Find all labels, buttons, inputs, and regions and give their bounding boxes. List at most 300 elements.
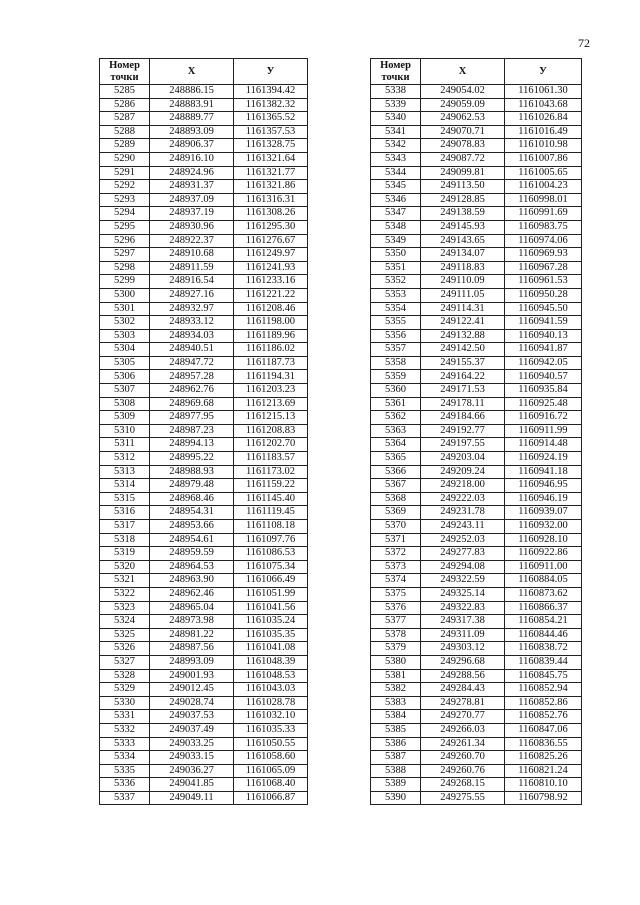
y-coordinate-cell: 1161295.30	[234, 220, 308, 234]
table-row	[371, 492, 582, 506]
y-coordinate-cell: 1161194.31	[234, 370, 308, 384]
x-coordinate-cell: 248931.37	[150, 180, 234, 194]
table-row	[371, 696, 582, 710]
y-coordinate-cell: 1161035.35	[234, 628, 308, 642]
table-row	[100, 506, 308, 520]
x-coordinate-cell: 249209.24	[421, 465, 505, 479]
x-coordinate-cell: 248937.09	[150, 193, 234, 207]
x-coordinate-cell: 249049.11	[150, 791, 234, 805]
y-coordinate-cell: 1161233.16	[234, 275, 308, 289]
table-body-left	[100, 85, 308, 805]
point-number-cell: 5363	[371, 424, 421, 438]
y-coordinate-cell: 1161365.52	[234, 112, 308, 126]
y-coordinate-cell: 1161061.30	[505, 85, 582, 99]
point-number-cell: 5308	[100, 397, 150, 411]
y-coordinate-cell: 1161382.32	[234, 98, 308, 112]
point-number-cell: 5357	[371, 343, 421, 357]
table-row	[371, 261, 582, 275]
point-number-cell: 5345	[371, 180, 421, 194]
x-coordinate-cell: 248959.59	[150, 547, 234, 561]
y-coordinate-cell: 1160939.07	[505, 506, 582, 520]
table-row	[371, 139, 582, 153]
table-row	[100, 710, 308, 724]
x-coordinate-cell: 249266.03	[421, 723, 505, 737]
point-number-cell: 5377	[371, 615, 421, 629]
x-coordinate-cell: 249114.31	[421, 302, 505, 316]
table-row	[100, 791, 308, 805]
point-number-cell: 5360	[371, 384, 421, 398]
y-coordinate-cell: 1161086.53	[234, 547, 308, 561]
point-number-cell: 5292	[100, 180, 150, 194]
x-coordinate-cell: 249218.00	[421, 479, 505, 493]
point-number-cell: 5291	[100, 166, 150, 180]
x-coordinate-cell: 249288.56	[421, 669, 505, 683]
y-coordinate-cell: 1161187.73	[234, 356, 308, 370]
table-row	[371, 356, 582, 370]
point-number-cell: 5352	[371, 275, 421, 289]
point-number-cell: 5318	[100, 533, 150, 547]
point-number-cell: 5295	[100, 220, 150, 234]
point-number-cell: 5310	[100, 424, 150, 438]
y-coordinate-cell: 1160924.19	[505, 452, 582, 466]
y-coordinate-cell: 1160922.86	[505, 547, 582, 561]
point-number-cell: 5317	[100, 520, 150, 534]
y-coordinate-cell: 1161075.34	[234, 560, 308, 574]
table-row	[371, 520, 582, 534]
header-y: У	[505, 59, 582, 85]
x-coordinate-cell: 249231.78	[421, 506, 505, 520]
table-row	[100, 615, 308, 629]
table-row	[371, 533, 582, 547]
x-coordinate-cell: 249184.66	[421, 411, 505, 425]
point-number-cell: 5384	[371, 710, 421, 724]
y-coordinate-cell: 1161048.53	[234, 669, 308, 683]
y-coordinate-cell: 1160911.00	[505, 560, 582, 574]
point-number-cell: 5375	[371, 587, 421, 601]
table-row	[100, 751, 308, 765]
point-number-cell: 5388	[371, 764, 421, 778]
y-coordinate-cell: 1161145.40	[234, 492, 308, 506]
point-number-cell: 5378	[371, 628, 421, 642]
y-coordinate-cell: 1161241.93	[234, 261, 308, 275]
table-row	[100, 261, 308, 275]
y-coordinate-cell: 1161004.23	[505, 180, 582, 194]
header-point-number-line1: Номер	[109, 59, 140, 71]
table-row	[371, 587, 582, 601]
x-coordinate-cell: 249012.45	[150, 683, 234, 697]
y-coordinate-cell: 1160932.00	[505, 520, 582, 534]
point-number-cell: 5383	[371, 696, 421, 710]
header-x: X	[421, 59, 505, 85]
table-row	[100, 411, 308, 425]
table-row	[100, 574, 308, 588]
table-row	[100, 234, 308, 248]
table-row	[100, 248, 308, 262]
table-row	[371, 152, 582, 166]
point-number-cell: 5350	[371, 248, 421, 262]
y-coordinate-cell: 1161119.45	[234, 506, 308, 520]
point-number-cell: 5385	[371, 723, 421, 737]
x-coordinate-cell: 248910.68	[150, 248, 234, 262]
point-number-cell: 5300	[100, 288, 150, 302]
x-coordinate-cell: 249028.74	[150, 696, 234, 710]
table-row	[100, 479, 308, 493]
table-row	[100, 207, 308, 221]
y-coordinate-cell: 1160991.69	[505, 207, 582, 221]
y-coordinate-cell: 1161066.87	[234, 791, 308, 805]
point-number-cell: 5367	[371, 479, 421, 493]
table-row	[371, 764, 582, 778]
point-number-cell: 5364	[371, 438, 421, 452]
y-coordinate-cell: 1160941.18	[505, 465, 582, 479]
table-body-right	[371, 85, 582, 805]
x-coordinate-cell: 249062.53	[421, 112, 505, 126]
y-coordinate-cell: 1161065.09	[234, 764, 308, 778]
table-row	[100, 166, 308, 180]
table-row	[371, 737, 582, 751]
table-row	[371, 683, 582, 697]
x-coordinate-cell: 249128.85	[421, 193, 505, 207]
x-coordinate-cell: 249118.83	[421, 261, 505, 275]
table-row	[371, 370, 582, 384]
point-number-cell: 5373	[371, 560, 421, 574]
y-coordinate-cell: 1160810.10	[505, 778, 582, 792]
y-coordinate-cell: 1161208.46	[234, 302, 308, 316]
table-row	[100, 628, 308, 642]
x-coordinate-cell: 248886.15	[150, 85, 234, 99]
table-row	[100, 533, 308, 547]
point-number-cell: 5372	[371, 547, 421, 561]
point-number-cell: 5304	[100, 343, 150, 357]
y-coordinate-cell: 1161159.22	[234, 479, 308, 493]
x-coordinate-cell: 248906.37	[150, 139, 234, 153]
point-number-cell: 5325	[100, 628, 150, 642]
table-row	[100, 98, 308, 112]
x-coordinate-cell: 249087.72	[421, 152, 505, 166]
table-row	[371, 547, 582, 561]
x-coordinate-cell: 249243.11	[421, 520, 505, 534]
point-number-cell: 5297	[100, 248, 150, 262]
y-coordinate-cell: 1160998.01	[505, 193, 582, 207]
x-coordinate-cell: 249033.25	[150, 737, 234, 751]
table-row	[100, 669, 308, 683]
y-coordinate-cell: 1161183.57	[234, 452, 308, 466]
y-coordinate-cell: 1160941.87	[505, 343, 582, 357]
table-row	[100, 125, 308, 139]
point-number-cell: 5380	[371, 655, 421, 669]
x-coordinate-cell: 248932.97	[150, 302, 234, 316]
y-coordinate-cell: 1160945.50	[505, 302, 582, 316]
y-coordinate-cell: 1161048.39	[234, 655, 308, 669]
table-row	[371, 302, 582, 316]
y-coordinate-cell: 1160974.06	[505, 234, 582, 248]
x-coordinate-cell: 249222.03	[421, 492, 505, 506]
table-row	[100, 112, 308, 126]
point-number-cell: 5330	[100, 696, 150, 710]
y-coordinate-cell: 1161028.78	[234, 696, 308, 710]
point-number-cell: 5369	[371, 506, 421, 520]
point-number-cell: 5351	[371, 261, 421, 275]
y-coordinate-cell: 1161321.86	[234, 180, 308, 194]
table-row	[100, 397, 308, 411]
x-coordinate-cell: 248973.98	[150, 615, 234, 629]
point-number-cell: 5386	[371, 737, 421, 751]
y-coordinate-cell: 1160914.48	[505, 438, 582, 452]
x-coordinate-cell: 249111.05	[421, 288, 505, 302]
header-point-number-line1: Номер	[380, 59, 411, 71]
point-number-cell: 5303	[100, 329, 150, 343]
point-number-cell: 5365	[371, 452, 421, 466]
table-row	[371, 465, 582, 479]
x-coordinate-cell: 249260.70	[421, 751, 505, 765]
y-coordinate-cell: 1161357.53	[234, 125, 308, 139]
y-coordinate-cell: 1161189.96	[234, 329, 308, 343]
table-row	[371, 275, 582, 289]
point-number-cell: 5342	[371, 139, 421, 153]
table-row	[371, 193, 582, 207]
table-row	[100, 193, 308, 207]
x-coordinate-cell: 249260.76	[421, 764, 505, 778]
x-coordinate-cell: 249036.27	[150, 764, 234, 778]
y-coordinate-cell: 1161394.42	[234, 85, 308, 99]
y-coordinate-cell: 1161032.10	[234, 710, 308, 724]
table-row	[371, 288, 582, 302]
table-row	[371, 180, 582, 194]
table-row	[371, 452, 582, 466]
table-row	[100, 642, 308, 656]
y-coordinate-cell: 1160940.13	[505, 329, 582, 343]
point-number-cell: 5296	[100, 234, 150, 248]
y-coordinate-cell: 1160838.72	[505, 642, 582, 656]
table-row	[100, 275, 308, 289]
table-row	[371, 384, 582, 398]
x-coordinate-cell: 249261.34	[421, 737, 505, 751]
x-coordinate-cell: 249270.77	[421, 710, 505, 724]
x-coordinate-cell: 249142.50	[421, 343, 505, 357]
point-number-cell: 5293	[100, 193, 150, 207]
y-coordinate-cell: 1161221.22	[234, 288, 308, 302]
y-coordinate-cell: 1160916.72	[505, 411, 582, 425]
x-coordinate-cell: 248957.28	[150, 370, 234, 384]
table-row	[371, 207, 582, 221]
x-coordinate-cell: 249171.53	[421, 384, 505, 398]
x-coordinate-cell: 249203.04	[421, 452, 505, 466]
table-row	[371, 220, 582, 234]
y-coordinate-cell: 1161043.03	[234, 683, 308, 697]
x-coordinate-cell: 249001.93	[150, 669, 234, 683]
x-coordinate-cell: 249164.22	[421, 370, 505, 384]
table-row	[100, 438, 308, 452]
x-coordinate-cell: 248981.22	[150, 628, 234, 642]
y-coordinate-cell: 1160928.10	[505, 533, 582, 547]
y-coordinate-cell: 1161035.24	[234, 615, 308, 629]
table-row	[100, 696, 308, 710]
point-number-cell: 5323	[100, 601, 150, 615]
x-coordinate-cell: 248916.10	[150, 152, 234, 166]
x-coordinate-cell: 249122.41	[421, 316, 505, 330]
table-row	[100, 778, 308, 792]
x-coordinate-cell: 248889.77	[150, 112, 234, 126]
table-row	[100, 384, 308, 398]
point-number-cell: 5320	[100, 560, 150, 574]
point-number-cell: 5307	[100, 384, 150, 398]
y-coordinate-cell: 1161173.02	[234, 465, 308, 479]
x-coordinate-cell: 248953.66	[150, 520, 234, 534]
y-coordinate-cell: 1160821.24	[505, 764, 582, 778]
x-coordinate-cell: 249155.37	[421, 356, 505, 370]
y-coordinate-cell: 1160969.93	[505, 248, 582, 262]
point-number-cell: 5349	[371, 234, 421, 248]
point-number-cell: 5382	[371, 683, 421, 697]
point-number-cell: 5309	[100, 411, 150, 425]
table-row	[371, 655, 582, 669]
y-coordinate-cell: 1160798.92	[505, 791, 582, 805]
y-coordinate-cell: 1160911.99	[505, 424, 582, 438]
point-number-cell: 5302	[100, 316, 150, 330]
point-number-cell: 5328	[100, 669, 150, 683]
x-coordinate-cell: 249110.09	[421, 275, 505, 289]
table-row	[100, 302, 308, 316]
y-coordinate-cell: 1160946.95	[505, 479, 582, 493]
table-row	[100, 452, 308, 466]
point-number-cell: 5344	[371, 166, 421, 180]
point-number-cell: 5327	[100, 655, 150, 669]
x-coordinate-cell: 249303.12	[421, 642, 505, 656]
point-number-cell: 5374	[371, 574, 421, 588]
y-coordinate-cell: 1160866.37	[505, 601, 582, 615]
table-header-row	[371, 59, 582, 85]
x-coordinate-cell: 249059.09	[421, 98, 505, 112]
table-row	[100, 683, 308, 697]
x-coordinate-cell: 248965.04	[150, 601, 234, 615]
table-row	[371, 506, 582, 520]
point-number-cell: 5356	[371, 329, 421, 343]
table-row	[100, 85, 308, 99]
y-coordinate-cell: 1160845.75	[505, 669, 582, 683]
x-coordinate-cell: 248963.90	[150, 574, 234, 588]
y-coordinate-cell: 1160847.06	[505, 723, 582, 737]
table-row	[100, 547, 308, 561]
y-coordinate-cell: 1160925.48	[505, 397, 582, 411]
y-coordinate-cell: 1161041.08	[234, 642, 308, 656]
table-row	[100, 424, 308, 438]
y-coordinate-cell: 1161213.69	[234, 397, 308, 411]
x-coordinate-cell: 249132.88	[421, 329, 505, 343]
point-number-cell: 5371	[371, 533, 421, 547]
point-number-cell: 5306	[100, 370, 150, 384]
x-coordinate-cell: 248987.56	[150, 642, 234, 656]
point-number-cell: 5338	[371, 85, 421, 99]
table-row	[100, 139, 308, 153]
y-coordinate-cell: 1161058.60	[234, 751, 308, 765]
table-row	[371, 85, 582, 99]
table-row	[371, 343, 582, 357]
table-row	[100, 465, 308, 479]
table-row	[371, 778, 582, 792]
table-row	[371, 248, 582, 262]
x-coordinate-cell: 248883.91	[150, 98, 234, 112]
point-number-cell: 5331	[100, 710, 150, 724]
point-number-cell: 5314	[100, 479, 150, 493]
point-number-cell: 5321	[100, 574, 150, 588]
y-coordinate-cell: 1161215.13	[234, 411, 308, 425]
table-row	[371, 112, 582, 126]
point-number-cell: 5322	[100, 587, 150, 601]
point-number-cell: 5311	[100, 438, 150, 452]
coordinates-table-right	[370, 58, 582, 805]
x-coordinate-cell: 249037.49	[150, 723, 234, 737]
table-row	[371, 316, 582, 330]
table-row	[371, 438, 582, 452]
table-row	[371, 166, 582, 180]
table-row	[100, 737, 308, 751]
point-number-cell: 5288	[100, 125, 150, 139]
y-coordinate-cell: 1161043.68	[505, 98, 582, 112]
y-coordinate-cell: 1160839.44	[505, 655, 582, 669]
x-coordinate-cell: 249275.55	[421, 791, 505, 805]
x-coordinate-cell: 249322.83	[421, 601, 505, 615]
x-coordinate-cell: 248893.09	[150, 125, 234, 139]
x-coordinate-cell: 248987.23	[150, 424, 234, 438]
point-number-cell: 5358	[371, 356, 421, 370]
y-coordinate-cell: 1161328.75	[234, 139, 308, 153]
point-number-cell: 5368	[371, 492, 421, 506]
y-coordinate-cell: 1161108.18	[234, 520, 308, 534]
y-coordinate-cell: 1160825.26	[505, 751, 582, 765]
x-coordinate-cell: 249037.53	[150, 710, 234, 724]
point-number-cell: 5316	[100, 506, 150, 520]
table-row	[100, 288, 308, 302]
table-row	[371, 642, 582, 656]
y-coordinate-cell: 1161068.40	[234, 778, 308, 792]
y-coordinate-cell: 1160942.05	[505, 356, 582, 370]
y-coordinate-cell: 1161308.26	[234, 207, 308, 221]
x-coordinate-cell: 249178.11	[421, 397, 505, 411]
point-number-cell: 5376	[371, 601, 421, 615]
point-number-cell: 5315	[100, 492, 150, 506]
y-coordinate-cell: 1161066.49	[234, 574, 308, 588]
point-number-cell: 5359	[371, 370, 421, 384]
table-row	[371, 615, 582, 629]
x-coordinate-cell: 248995.22	[150, 452, 234, 466]
header-point-number-line2: точки	[110, 71, 139, 83]
point-number-cell: 5370	[371, 520, 421, 534]
table-row	[100, 316, 308, 330]
y-coordinate-cell: 1160873.62	[505, 587, 582, 601]
point-number-cell: 5346	[371, 193, 421, 207]
y-coordinate-cell: 1161016.49	[505, 125, 582, 139]
x-coordinate-cell: 248979.48	[150, 479, 234, 493]
y-coordinate-cell: 1161010.98	[505, 139, 582, 153]
x-coordinate-cell: 248977.95	[150, 411, 234, 425]
coordinates-table-left	[99, 58, 308, 805]
y-coordinate-cell: 1161186.02	[234, 343, 308, 357]
point-number-cell: 5289	[100, 139, 150, 153]
x-coordinate-cell: 248962.46	[150, 587, 234, 601]
point-number-cell: 5362	[371, 411, 421, 425]
x-coordinate-cell: 249134.07	[421, 248, 505, 262]
header-point-number	[100, 59, 150, 85]
x-coordinate-cell: 249278.81	[421, 696, 505, 710]
table-row	[100, 370, 308, 384]
x-coordinate-cell: 249325.14	[421, 587, 505, 601]
table-row	[371, 411, 582, 425]
table-row	[371, 234, 582, 248]
point-number-cell: 5319	[100, 547, 150, 561]
y-coordinate-cell: 1161007.86	[505, 152, 582, 166]
table-row	[100, 655, 308, 669]
point-number-cell: 5366	[371, 465, 421, 479]
